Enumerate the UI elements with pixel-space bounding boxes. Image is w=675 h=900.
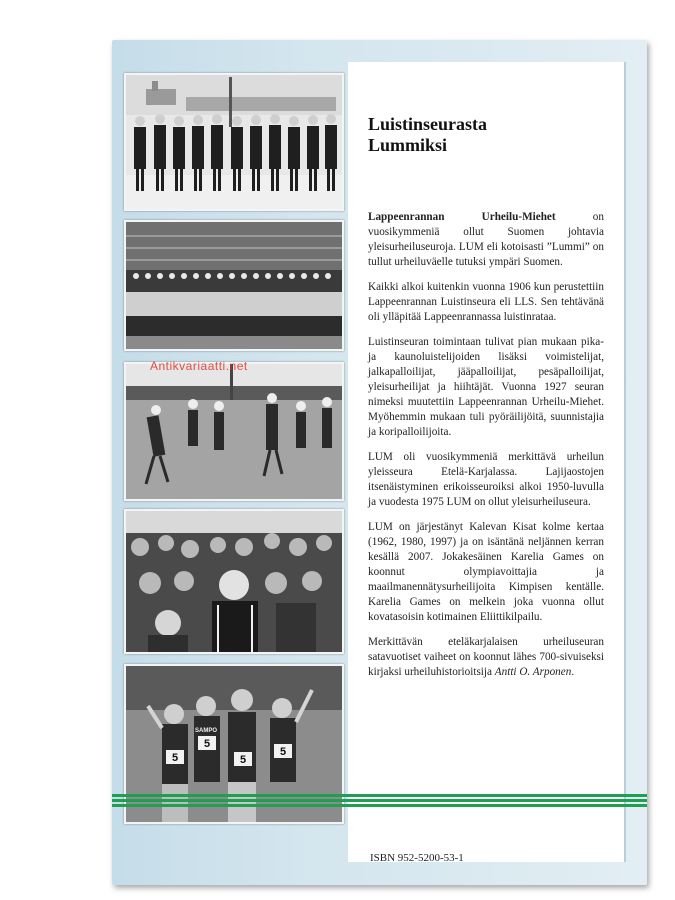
spine-fold xyxy=(624,62,626,862)
paragraph-5: LUM on järjestänyt Kalevan Kisat kolme kertaa (1962, 1980, 1997) ja on isäntänä neljännen kerran kesällä 2007. Jokakesäinen Karelia Games on koonnut olympiavoittajia ja maailmanennätysurheilijoita Kimpisen kentälle. Karelia Games on melkein joka vuonna ollut kovatasoisin kotimainen Eliittikilpailu. xyxy=(368,521,604,623)
bib-number: 5 xyxy=(279,746,287,758)
title-line-1: Luistinseurasta xyxy=(368,114,488,134)
photo-skating-club xyxy=(124,73,344,211)
paragraph-6 xyxy=(368,635,604,680)
bib-number: 5 xyxy=(239,754,247,766)
paragraph-2: Kaikki alkoi kuitenkin vuonna 1906 kun perustettiin Lappeenrannan Luistinseura eli LLS. Sen tehtävänä oli ylläpitää Lappeenrannassa luistinrataa. xyxy=(368,281,604,323)
text-panel xyxy=(348,62,624,862)
watermark-text: Antikvariaatti.net xyxy=(150,359,248,373)
paragraph-6-start: Merkittävän eteläkarjalaisen urheiluseuran satavuotiset vaiheet on koonnut lähes 700-sivuiseksi kirjaksi urheiluhistorioitsija xyxy=(368,636,604,678)
photo-team-in-stands xyxy=(124,220,344,351)
bib-number: 5 xyxy=(171,752,179,764)
isbn-number: ISBN 952-5200-53-1 xyxy=(370,852,464,864)
paragraph-6-end: . xyxy=(571,666,575,678)
book-back-cover xyxy=(112,40,647,885)
photo-crowd-spectators xyxy=(124,509,344,654)
title-line-2: Lummiksi xyxy=(368,135,448,155)
book-title xyxy=(368,114,487,156)
sponsor-logo-text: SAMPO xyxy=(194,728,218,734)
paragraph-3: Luistinseuran toimintaan tulivat pian mukaan pika- ja kaunoluistelijoiden lisäksi voimistelijat, jalkapalloilijat, jääpalloilijat, pesäpalloilijat, yleisurheilijat ja hiihtäjät. Vuonna 1927 seuran nimeksi muutettiin Lappeenrannan Urheilu-Miehet. Myöhemmin mukaan tuli pyöräilijöitä, suunnistajia ja koripalloilijoita. xyxy=(368,336,604,438)
club-name-lead: Lappeenrannan Urheilu-Miehet xyxy=(368,211,556,223)
paragraph-1 xyxy=(368,210,604,270)
bib-number: 5 xyxy=(203,738,211,750)
photo-runners-race xyxy=(124,362,344,501)
paragraph-1-rest: on vuosikymmeniä ollut Suomen johtavia yleisurheiluseuroja. LUM eli kotoisasti ”Lummi” on tullut urheiluväelle tutuksi ympäri Suomen. xyxy=(368,211,604,268)
green-stripes xyxy=(112,794,647,808)
blurb-text xyxy=(368,210,604,690)
paragraph-4: LUM oli vuosikymmeniä merkittävä urheilun yleisseura Etelä-Karjalassa. Lajijaostojen itsenäistyminen erikoisseuroiksi alkoi 1950-luvulla ja vuodesta 1975 LUM on ollut yleisurheiluseura. xyxy=(368,451,604,508)
author-name: Antti O. Arponen xyxy=(494,666,572,678)
